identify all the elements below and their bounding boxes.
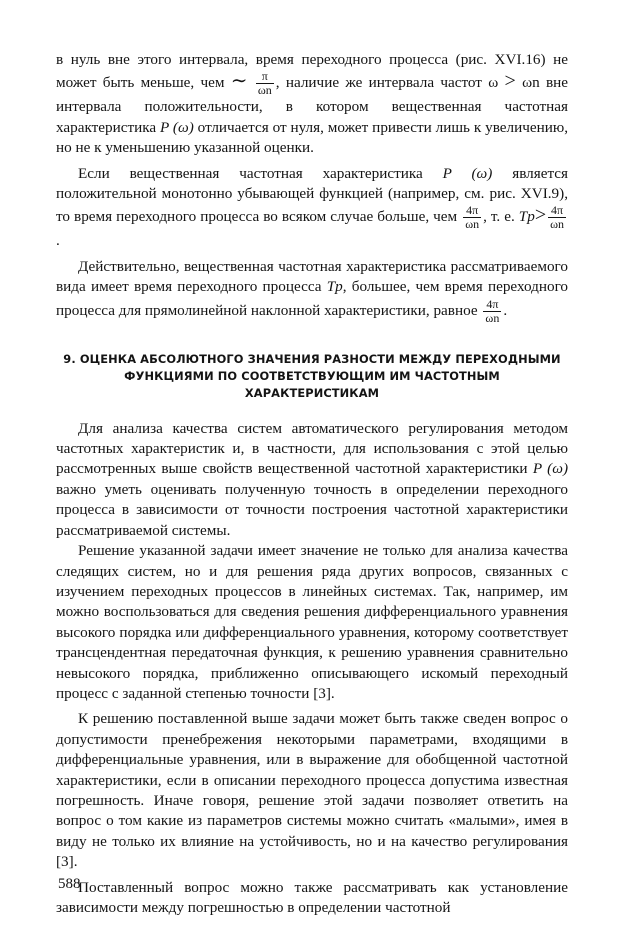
formula-p-omega: P (ω) (160, 118, 194, 136)
fraction-denominator: ωn (257, 83, 272, 98)
page-number: 588 (58, 876, 81, 892)
formula-p-omega: P (ω) (532, 460, 569, 478)
paragraph-6: К решению поставленной выше задачи может быть также сведен вопрос о допустимости пренебрежения некоторыми параметрами, входящими в дифференциальные уравнения, или в выражение для обобщенной частотной характеристики, если в описании переходного процесса допустима известная погрешность. Иначе говоря, решение этой задачи позволяет ответить на вопрос о том какие из параметров системы можно считать «малыми», имея в виду не только их влияние на устойчивость, но и на качество регулирования [3]. (56, 710, 568, 871)
p3-end: . (503, 301, 508, 319)
fraction-numerator: 4π (548, 204, 566, 218)
paragraph-3 (56, 257, 568, 325)
p4-text-b: важно уметь оценивать полученную точность в определении переходного процесса в зависимости от точности построения частотной характеристики рассматриваемой системы. (56, 480, 568, 539)
fraction-denominator: ωn (550, 217, 564, 232)
page-body (56, 50, 568, 918)
p2-text-a: Если вещественная частотная характеристика (78, 164, 423, 182)
paragraph-1 (56, 50, 568, 159)
paragraph-2 (56, 164, 568, 252)
p4-text-a: Для анализа качества систем автоматического регулирования методом частотных характеристик и, в частности, для использования с этой целью рассмотренных выше свойств вещественной частотной характеристики (56, 419, 568, 478)
fraction-denominator: ωn (465, 217, 480, 232)
p2-text-b: является положительной монотонно убывающей функцией (например, см. рис. XVI.9), то время переходного процесса во всяком случае больше, чем (56, 164, 569, 226)
tilde-symbol: ∼ (230, 70, 248, 93)
formula-tp: Tp (326, 278, 343, 296)
p2-text-c: , т. е. (483, 208, 515, 226)
fraction-numerator: π (256, 70, 274, 84)
p1-text-b: , наличие же интервала частот ω (275, 74, 499, 92)
fraction-pi-over-omega (256, 70, 274, 97)
paragraph-4 (56, 419, 568, 541)
fraction-denominator: ωn (485, 310, 500, 325)
fraction-4pi-over-omega (548, 204, 566, 231)
paragraph-5: Решение указанной задачи имеет значение не только для анализа качества следящих систем, но и для решения ряда других вопросов, связанных с изучением переходных процессов в линейных системах. Так, например, им можно воспользоваться для сведения решения дифференциального уравнения высокого порядка или дифференциального уравнения, которому соответствует трансцендентная передаточная функция, к решению уравнения сравнительно невысокого порядка, приближенно описывающего искомый переходный процесс с заданной степенью точности [3]. (56, 542, 568, 702)
p1-text-c: ωn вне интервала положительности, в котором вещественная частотная характеристика (56, 74, 569, 136)
section-heading: 9. ОЦЕНКА АБСОЛЮТНОГО ЗНАЧЕНИЯ РАЗНОСТИ МЕЖДУ ПЕРЕХОДНЫМИ ФУНКЦИЯМИ ПО СООТВЕТСТВУЮЩИМ ИМ ЧАСТОТНЫМ ХАРАКТЕРИСТИКАМ (63, 351, 561, 400)
formula-p-omega: P (ω) (442, 164, 493, 182)
formula-tp: Tp (518, 208, 535, 226)
p3-text-b: , большее, чем время переходного процесса для прямолинейной наклонной характеристики, равное (56, 278, 569, 319)
fraction-4pi-over-omega (483, 298, 501, 325)
fraction-4pi-over-omega (463, 204, 481, 231)
fraction-numerator: 4π (463, 204, 481, 218)
fraction-numerator: 4π (483, 298, 501, 312)
p1-text-a: в нуль вне этого интервала, время переходного процесса (рис. XVI.16) не может быть меньше, чем (56, 51, 568, 92)
p2-end: . (56, 232, 60, 250)
p3-text-a: Действительно, вещественная частотная характеристика рассматриваемого вида имеет время переходного процесса (56, 257, 568, 296)
greater-than-symbol: > (504, 70, 516, 93)
greater-than-symbol: > (534, 204, 547, 227)
paragraph-7: Поставленный вопрос можно также рассматривать как установление зависимости между погрешностью в определении частотной (56, 878, 568, 916)
p1-text-d: отличается от нуля, может привести лишь к увеличению, но не к уменьшению указанной оценки. (56, 118, 569, 157)
